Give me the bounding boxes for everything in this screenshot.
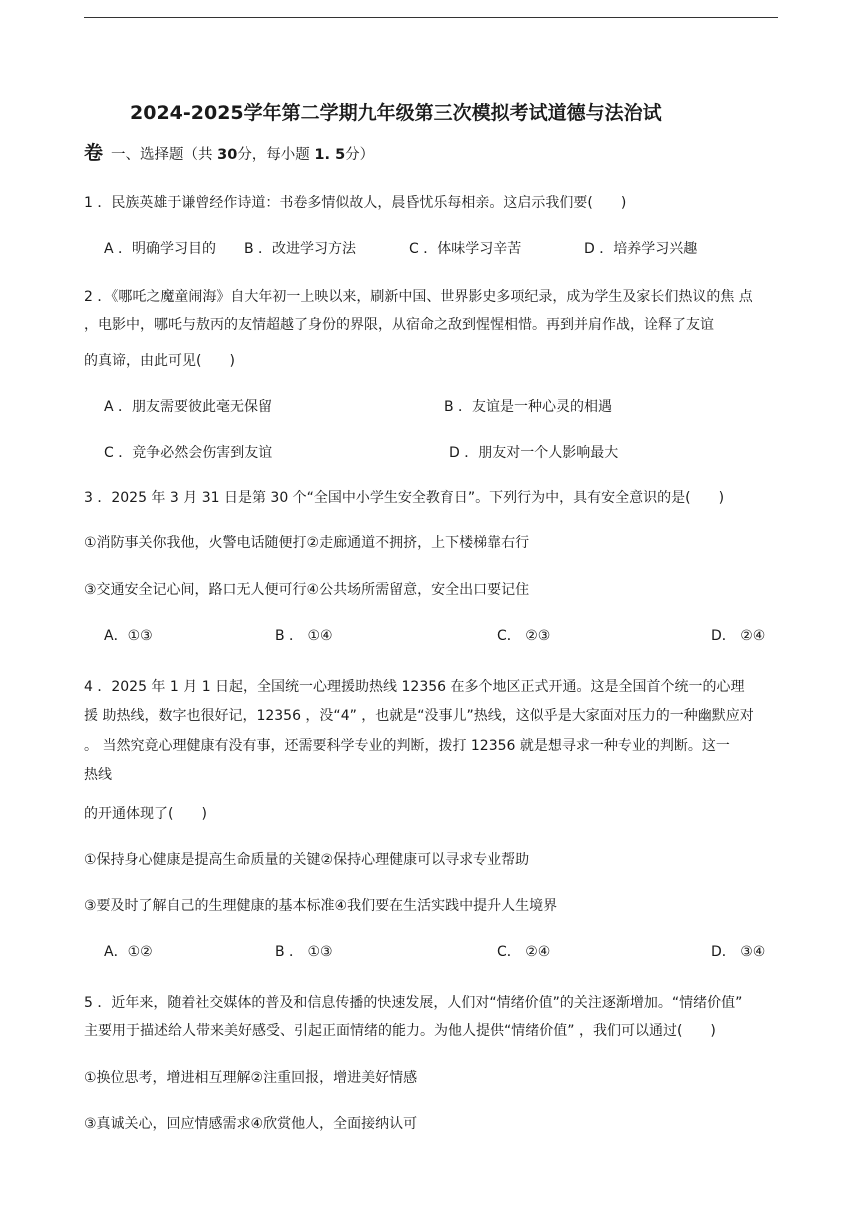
- section-header: [84, 141, 374, 167]
- q4-option-a: A．①②: [104, 944, 153, 960]
- q4-option-c: C． ②④: [497, 944, 551, 960]
- q1-option-c: C ．体味学习辛苦: [409, 241, 522, 257]
- q1-option-d: D ．培养学习兴趣: [584, 241, 698, 257]
- q5-stem-line2: 主要用于描述给人带来美好感受、引起正面情绪的能力。为他人提供“情绪价值” ，我们可以通过( ): [84, 1023, 716, 1039]
- header-rule: [84, 17, 778, 18]
- q3-option-d: D． ②④: [711, 628, 766, 644]
- q5-stem-line1: 5 ．近年来，随着社交媒体的普及和信息传播的快速发展，人们对“情绪价值”的关注逐渐增加。“情绪价值”: [84, 995, 743, 1011]
- section-total: 30: [217, 147, 238, 163]
- q3-option-c: C． ②③: [497, 628, 551, 644]
- q2-stem-line3: 的真谛，由此可见( ): [84, 353, 235, 369]
- q4-statement-1: ①保持身心健康是提高生命质量的关键②保持心理健康可以寻求专业帮助: [84, 852, 530, 868]
- q3-stem: 3 ．2025 年 3 月 31 日是第 30 个“全国中小学生安全教育日”。下列行为中，具有安全意识的是( ): [84, 490, 725, 506]
- q3-statement-1: ①消防事关你我他，火警电话随便打②走廊通道不拥挤，上下楼梯靠右行: [84, 535, 530, 551]
- section-per: 1. 5: [314, 147, 346, 163]
- q4-statement-2: ③要及时了解自己的生理健康的基本标准④我们要在生活实践中提升人生境界: [84, 898, 558, 914]
- q2-stem-line2: ，电影中，哪吒与敖丙的友情超越了身份的界限，从宿命之敌到惺惺相惜。再到并肩作战，诠释了友谊: [84, 317, 714, 333]
- q4-stem-line1: 4 ．2025 年 1 月 1 日起，全国统一心理援助热线 12356 在多个地区正式开通。这是全国首个统一的心理: [84, 679, 745, 695]
- q3-option-b: B ． ①④: [275, 628, 333, 644]
- section-post: 分）: [345, 147, 375, 163]
- q1-option-b: B ．改进学习方法: [244, 241, 357, 257]
- q3-option-a: A．①③: [104, 628, 153, 644]
- title-continuation: 卷: [84, 142, 104, 164]
- q5-statement-2: ③真诚关心，回应情感需求④欣赏他人，全面接纳认可: [84, 1116, 418, 1132]
- section-mid: 分，每小题: [237, 147, 310, 163]
- q1-option-a: A ．明确学习目的: [104, 241, 217, 257]
- q4-option-b: B ． ①③: [275, 944, 333, 960]
- q5-statement-1: ①换位思考，增进相互理解②注重回报，增进美好情感: [84, 1070, 418, 1086]
- q2-option-b: B ．友谊是一种心灵的相遇: [444, 399, 613, 415]
- section-pre: 一、选择题（共: [111, 147, 213, 163]
- q4-option-d: D． ③④: [711, 944, 766, 960]
- q2-stem-line1: 2 ．《哪吒之魔童闹海》自大年初一上映以来，刷新中国、世界影史多项纪录，成为学生及家长们热议的焦 点: [84, 289, 753, 305]
- q2-option-d: D ．朋友对一个人影响最大: [449, 445, 619, 461]
- q1-stem: 1 ．民族英雄于谦曾经作诗道：书卷多情似故人，晨昏忧乐每相亲。这启示我们要( ): [84, 195, 627, 211]
- q4-stem-line2: 援 助热线，数字也很好记，12356 ，没“4” ，也就是“没事儿”热线，这似乎是大家面对压力的一种幽默应对: [84, 708, 754, 724]
- q3-statement-2: ③交通安全记心间，路口无人便可行④公共场所需留意，安全出口要记住: [84, 582, 530, 598]
- q4-stem-line5: 的开通体现了( ): [84, 806, 207, 822]
- q4-stem-line3: 。 当然究竟心理健康有没有事，还需要科学专业的判断，拨打 12356 就是想寻求一种专业的判断。这一: [84, 738, 730, 754]
- exam-title: 2024-2025学年第二学期九年级第三次模拟考试道德与法治试: [130, 102, 662, 124]
- q4-stem-line4: 热线: [84, 767, 112, 783]
- q2-option-c: C ．竞争必然会伤害到友谊: [104, 445, 273, 461]
- q2-option-a: A ．朋友需要彼此毫无保留: [104, 399, 273, 415]
